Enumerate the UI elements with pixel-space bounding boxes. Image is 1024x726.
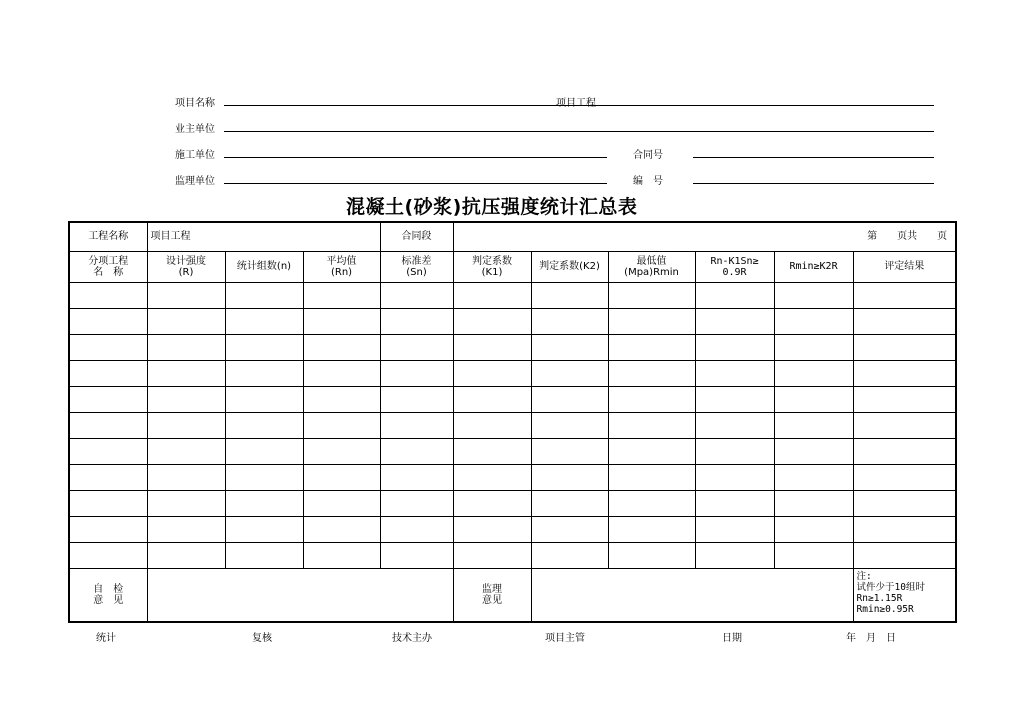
table-cell[interactable] xyxy=(695,412,774,438)
project-name-value: 项目工程 xyxy=(556,98,596,109)
supervisor-line xyxy=(224,183,607,184)
table-row xyxy=(69,386,956,412)
table-row xyxy=(69,412,956,438)
table-cell[interactable] xyxy=(303,542,380,568)
table-cell[interactable] xyxy=(303,438,380,464)
table-cell[interactable] xyxy=(225,490,303,516)
table-row xyxy=(69,464,956,490)
self-check-label: 自 检 意 见 xyxy=(69,568,147,622)
table-cell[interactable] xyxy=(774,412,853,438)
note-cell: 注: 试件少于10组时 Rn≥1.15R Rmin≥0.95R xyxy=(853,568,956,622)
table-cell[interactable] xyxy=(147,438,225,464)
table-cell[interactable] xyxy=(147,334,225,360)
table-cell[interactable] xyxy=(608,308,695,334)
table-cell[interactable] xyxy=(380,542,453,568)
table-cell[interactable] xyxy=(69,386,147,412)
table-cell[interactable] xyxy=(853,490,956,516)
table-cell[interactable] xyxy=(225,412,303,438)
table-cell[interactable] xyxy=(695,282,774,308)
table-cell[interactable] xyxy=(225,386,303,412)
table-cell[interactable] xyxy=(380,386,453,412)
table-row xyxy=(69,438,956,464)
table-cell[interactable] xyxy=(774,360,853,386)
table-row xyxy=(69,334,956,360)
table-cell[interactable] xyxy=(608,386,695,412)
table-cell[interactable] xyxy=(531,464,608,490)
table-cell[interactable] xyxy=(69,412,147,438)
table-cell[interactable] xyxy=(225,334,303,360)
table-cell[interactable] xyxy=(303,386,380,412)
opinion-row xyxy=(69,568,956,622)
table-cell[interactable] xyxy=(531,386,608,412)
table-cell[interactable] xyxy=(695,516,774,542)
page-title: 混凝土(砂浆)抗压强度统计汇总表 xyxy=(346,196,638,218)
table-cell[interactable] xyxy=(147,542,225,568)
table-cell[interactable] xyxy=(453,360,531,386)
table-cell[interactable] xyxy=(225,282,303,308)
owner-label: 业主单位 xyxy=(175,124,215,135)
table-cell[interactable] xyxy=(147,490,225,516)
table-cell[interactable] xyxy=(453,412,531,438)
table-cell[interactable] xyxy=(380,308,453,334)
col-header-subproject: 分项工程 名 称 xyxy=(69,251,147,282)
table-cell[interactable] xyxy=(531,360,608,386)
footer-ymd: 年 月 日 xyxy=(846,633,896,644)
footer-review: 复核 xyxy=(252,633,272,644)
data-rows xyxy=(69,282,956,568)
col-header-design-strength: 设计强度 (R) xyxy=(147,251,225,282)
table-cell[interactable] xyxy=(853,516,956,542)
table-cell[interactable] xyxy=(774,516,853,542)
table-row xyxy=(69,516,956,542)
table-cell[interactable] xyxy=(774,438,853,464)
table-cell[interactable] xyxy=(225,308,303,334)
table-row xyxy=(69,282,956,308)
table-cell[interactable] xyxy=(853,282,956,308)
table-cell[interactable] xyxy=(853,412,956,438)
column-header-row xyxy=(69,251,956,282)
table-cell[interactable] xyxy=(774,282,853,308)
footer-pm: 项目主管 xyxy=(545,633,585,644)
col-header-k2: 判定系数(K2) xyxy=(531,251,608,282)
table-cell[interactable] xyxy=(531,516,608,542)
owner-line xyxy=(224,131,934,132)
table-cell[interactable] xyxy=(303,282,380,308)
col-header-k1: 判定系数 (K1) xyxy=(453,251,531,282)
contract-no-label: 合同号 xyxy=(633,150,663,161)
table-cell[interactable] xyxy=(303,360,380,386)
table-cell[interactable] xyxy=(774,542,853,568)
table-cell[interactable] xyxy=(853,386,956,412)
table-cell[interactable] xyxy=(380,282,453,308)
table-cell[interactable] xyxy=(531,490,608,516)
table-cell[interactable] xyxy=(695,490,774,516)
table-cell[interactable] xyxy=(303,516,380,542)
table-cell[interactable] xyxy=(69,360,147,386)
table-cell[interactable] xyxy=(69,282,147,308)
table-cell[interactable] xyxy=(608,438,695,464)
contractor-label: 施工单位 xyxy=(175,150,215,161)
table-cell[interactable] xyxy=(453,464,531,490)
table-cell[interactable] xyxy=(453,542,531,568)
contractor-line xyxy=(224,157,607,158)
table-cell[interactable] xyxy=(608,490,695,516)
col-header-criterion-1: Rn-K1Sn≥ 0.9R xyxy=(695,251,774,282)
table-cell[interactable] xyxy=(69,542,147,568)
table-cell[interactable] xyxy=(225,542,303,568)
table-cell[interactable] xyxy=(380,334,453,360)
table-cell[interactable] xyxy=(774,308,853,334)
table-cell[interactable] xyxy=(303,334,380,360)
table-row xyxy=(69,490,956,516)
footer-stats: 统计 xyxy=(96,633,116,644)
supervision-label: 监理 意见 xyxy=(453,568,531,622)
table-cell[interactable] xyxy=(853,542,956,568)
table-cell[interactable] xyxy=(695,360,774,386)
table-cell[interactable] xyxy=(453,308,531,334)
table-cell[interactable] xyxy=(380,464,453,490)
footer-date: 日期 xyxy=(722,633,742,644)
serial-no-line xyxy=(693,183,934,184)
col-header-std-dev: 标准差 (Sn) xyxy=(380,251,453,282)
table-cell[interactable] xyxy=(531,334,608,360)
table-cell[interactable] xyxy=(147,360,225,386)
footer-tech-lead: 技术主办 xyxy=(392,633,432,644)
table-cell[interactable] xyxy=(225,464,303,490)
table-cell[interactable] xyxy=(69,464,147,490)
table-cell[interactable] xyxy=(453,282,531,308)
table-cell[interactable] xyxy=(147,516,225,542)
table-cell[interactable] xyxy=(303,412,380,438)
table-cell[interactable] xyxy=(380,438,453,464)
table-cell[interactable] xyxy=(695,386,774,412)
col-header-mean: 平均值 (Rn) xyxy=(303,251,380,282)
table-cell[interactable] xyxy=(531,282,608,308)
table-cell[interactable] xyxy=(608,282,695,308)
col-header-criterion-2: Rmin≥K2R xyxy=(774,251,853,282)
table-cell[interactable] xyxy=(695,308,774,334)
table-cell[interactable] xyxy=(853,308,956,334)
table-cell[interactable] xyxy=(695,542,774,568)
table-cell[interactable] xyxy=(774,490,853,516)
col-header-result: 评定结果 xyxy=(853,251,956,282)
table-cell[interactable] xyxy=(608,334,695,360)
table-cell[interactable] xyxy=(608,542,695,568)
table-cell[interactable] xyxy=(608,516,695,542)
table-cell[interactable] xyxy=(303,464,380,490)
table-cell[interactable] xyxy=(608,464,695,490)
section-label: 合同段 xyxy=(380,222,453,251)
table-row xyxy=(69,308,956,334)
table-cell[interactable] xyxy=(695,438,774,464)
table-cell[interactable] xyxy=(147,282,225,308)
table-cell[interactable] xyxy=(69,438,147,464)
table-cell[interactable] xyxy=(380,516,453,542)
table-cell[interactable] xyxy=(453,438,531,464)
table-cell[interactable] xyxy=(303,308,380,334)
table-cell[interactable] xyxy=(774,464,853,490)
self-check-field[interactable] xyxy=(147,568,453,622)
table-cell[interactable] xyxy=(453,516,531,542)
table-cell[interactable] xyxy=(774,386,853,412)
col-header-group-count: 统计组数(n) xyxy=(225,251,303,282)
project-value: 项目工程 xyxy=(147,222,380,251)
project-row xyxy=(69,222,956,251)
table-cell[interactable] xyxy=(853,334,956,360)
table-cell[interactable] xyxy=(608,412,695,438)
table-cell[interactable] xyxy=(453,386,531,412)
table-cell[interactable] xyxy=(225,360,303,386)
table-cell[interactable] xyxy=(453,490,531,516)
project-name-label: 项目名称 xyxy=(175,98,215,109)
col-header-min-value: 最低值 (Mpa)Rmin xyxy=(608,251,695,282)
table-cell[interactable] xyxy=(147,386,225,412)
project-label: 工程名称 xyxy=(69,222,147,251)
supervision-field[interactable] xyxy=(531,568,853,622)
table-cell[interactable] xyxy=(695,464,774,490)
summary-table xyxy=(68,221,957,623)
table-cell[interactable] xyxy=(531,438,608,464)
table-cell[interactable] xyxy=(69,490,147,516)
table-cell[interactable] xyxy=(147,464,225,490)
table-cell[interactable] xyxy=(531,308,608,334)
serial-no-label: 编 号 xyxy=(633,176,663,187)
table-cell[interactable] xyxy=(453,334,531,360)
page-indicator: 第 页共 页 xyxy=(453,222,956,251)
table-cell[interactable] xyxy=(225,438,303,464)
table-cell[interactable] xyxy=(531,542,608,568)
table-row xyxy=(69,542,956,568)
table-cell[interactable] xyxy=(225,516,303,542)
table-cell[interactable] xyxy=(608,360,695,386)
table-cell[interactable] xyxy=(774,334,853,360)
table-cell[interactable] xyxy=(147,308,225,334)
table-cell[interactable] xyxy=(69,308,147,334)
contract-no-line xyxy=(693,157,934,158)
supervisor-label: 监理单位 xyxy=(175,176,215,187)
table-cell[interactable] xyxy=(303,490,380,516)
table-cell[interactable] xyxy=(853,464,956,490)
table-row xyxy=(69,360,956,386)
table-cell[interactable] xyxy=(853,438,956,464)
table-cell[interactable] xyxy=(380,412,453,438)
table-cell[interactable] xyxy=(853,360,956,386)
table-cell[interactable] xyxy=(380,360,453,386)
table-cell[interactable] xyxy=(69,334,147,360)
table-cell[interactable] xyxy=(69,516,147,542)
table-cell[interactable] xyxy=(695,334,774,360)
table-cell[interactable] xyxy=(147,412,225,438)
table-cell[interactable] xyxy=(380,490,453,516)
table-cell[interactable] xyxy=(531,412,608,438)
